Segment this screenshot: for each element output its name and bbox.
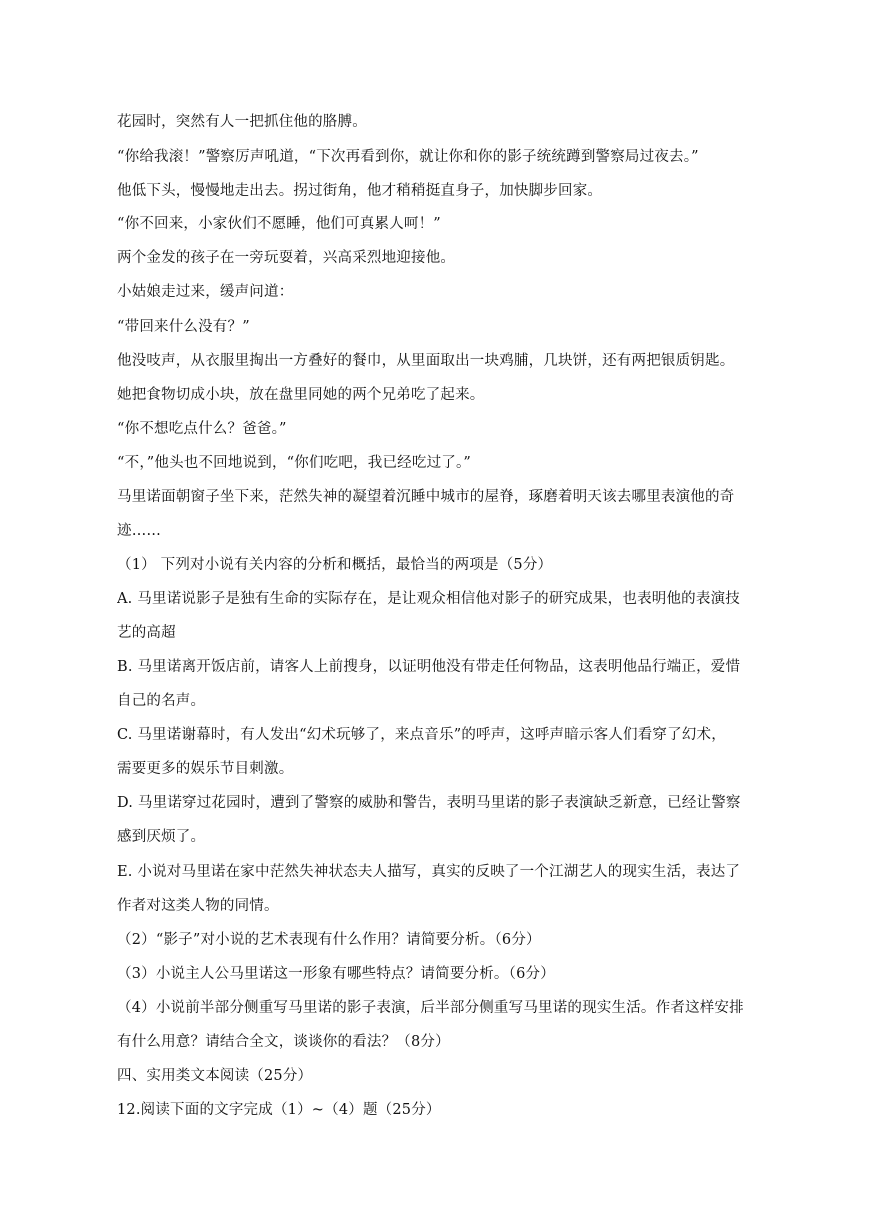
story-paragraph: 花园时，突然有人一把抓住他的胳膊。 — [117, 114, 367, 130]
option-a: A. 马里诺说影子是独有生命的实际存在，是让观众相信他对影子的研究成果，也表明他的表演技 — [117, 591, 740, 607]
question-1-stem: （1） 下列对小说有关内容的分析和概括，最恰当的两项是（5分） — [117, 557, 553, 573]
story-paragraph: “你不想吃点什么？爸爸。” — [117, 421, 287, 437]
option-b-continued: 自己的名声。 — [117, 693, 206, 709]
option-d-continued: 感到厌烦了。 — [117, 829, 206, 845]
option-c: C. 马里诺谢幕时，有人发出“幻术玩够了，来点音乐”的呼声，这呼声暗示客人们看穿了幻术， — [117, 727, 726, 743]
question-3: （3）小说主人公马里诺这一形象有哪些特点？请简要分析。（6分） — [117, 966, 555, 982]
option-c-continued: 需要更多的娱乐节目刺激。 — [117, 761, 294, 777]
story-paragraph: “你不回来，小家伙们不愿睡，他们可真累人呵！” — [117, 216, 441, 232]
story-paragraph: 两个金发的孩子在一旁玩耍着，兴高采烈地迎接他。 — [117, 250, 456, 266]
question-12-intro: 12.阅读下面的文字完成（1）~（4）题（25分） — [117, 1102, 441, 1118]
story-paragraph: 他没吱声，从衣服里掏出一方叠好的餐巾，从里面取出一块鸡脯，几块饼，还有两把银质钥匙。 — [117, 353, 735, 369]
story-paragraph: 迹…… — [117, 523, 162, 539]
section-heading: 四、实用类文本阅读（25分） — [117, 1068, 313, 1084]
option-d: D. 马里诺穿过花园时，遭到了警察的威胁和警告，表明马里诺的影子表演缺乏新意，已经让警察 — [117, 795, 741, 811]
question-4-continued: 有什么用意？请结合全文，谈谈你的看法？（8分） — [117, 1034, 450, 1050]
option-b: B. 马里诺离开饭店前，请客人上前搜身，以证明他没有带走任何物品，这表明他品行端正，爱惜 — [117, 659, 741, 675]
story-paragraph: “带回来什么没有？” — [117, 319, 250, 335]
story-paragraph: “你给我滚！”警察厉声吼道，“下次再看到你，就让你和你的影子统统蹲到警察局过夜去。” — [117, 149, 699, 165]
question-4: （4）小说前半部分侧重写马里诺的影子表演，后半部分侧重写马里诺的现实生活。作者这样安排 — [117, 1000, 744, 1016]
story-paragraph: 小姑娘走过来，缓声问道： — [117, 284, 294, 300]
story-paragraph: 她把食物切成小块，放在盘里同她的两个兄弟吃了起来。 — [117, 387, 485, 403]
option-e: E. 小说对马里诺在家中茫然失神状态夫人描写，真实的反映了一个江湖艺人的现实生活，表达了 — [117, 864, 741, 880]
question-2: （2）“影子”对小说的艺术表现有什么作用？请简要分析。（6分） — [117, 932, 541, 948]
option-e-continued: 作者对这类人物的同情。 — [117, 898, 279, 914]
story-paragraph: “不，”他头也不回地说到，“你们吃吧，我已经吃过了。” — [117, 455, 472, 471]
option-a-continued: 艺的高超 — [117, 625, 176, 641]
story-paragraph: 马里诺面朝窗子坐下来，茫然失神的凝望着沉睡中城市的屋脊，琢磨着明天该去哪里表演他的奇 — [117, 489, 735, 505]
story-paragraph: 他低下头，慢慢地走出去。拐过街角，他才稍稍挺直身子，加快脚步回家。 — [117, 183, 603, 199]
